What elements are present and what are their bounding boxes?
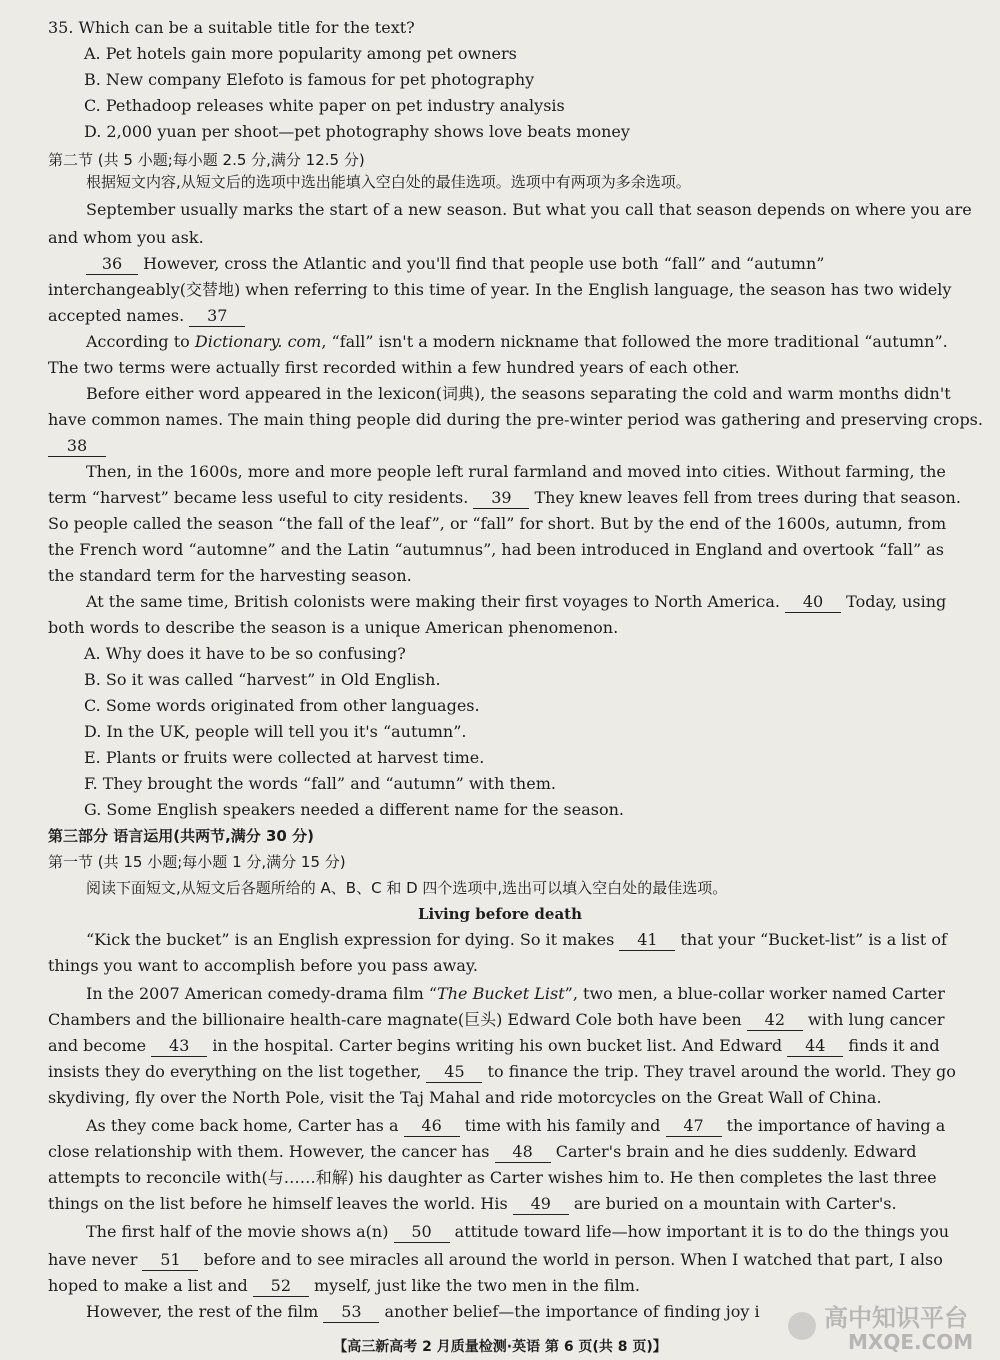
- blank-39: 39: [473, 488, 529, 509]
- passage-line: skydiving, fly over the North Pole, visit the Taj Mahal and ride motorcycles on the Great Wall of China.: [48, 1088, 882, 1107]
- passage-line: According to Dictionary. com, “fall” isn't a modern nickname that followed the more traditional “autumn”.: [86, 332, 948, 351]
- passage-line: close relationship with them. However, the cancer has 48 Carter's brain and he dies suddenly. Edward: [48, 1142, 917, 1161]
- blank-45: 45: [426, 1062, 482, 1083]
- blank-47: 47: [666, 1116, 722, 1137]
- blank-53: 53: [323, 1302, 379, 1323]
- section-2-option-e: E. Plants or fruits were collected at harvest time.: [84, 748, 485, 767]
- passage-line: both words to describe the season is a unique American phenomenon.: [48, 618, 619, 637]
- question-35-stem: 35. Which can be a suitable title for the text?: [48, 18, 415, 37]
- passage-line: However, the rest of the film 53 another belief—the importance of finding joy i: [86, 1302, 760, 1321]
- section-2-option-d: D. In the UK, people will tell you it's “autumn”.: [84, 722, 467, 741]
- passage-line: As they come back home, Carter has a 46 time with his family and 47 the importance of having a: [86, 1116, 946, 1135]
- blank-40: 40: [785, 592, 841, 613]
- blank-52: 52: [253, 1276, 309, 1297]
- q35-option-a: A. Pet hotels gain more popularity among pet owners: [84, 44, 517, 63]
- passage-line: Before either word appeared in the lexicon(词典), the seasons separating the cold and warm months didn't: [86, 384, 951, 403]
- blank-44: 44: [787, 1036, 843, 1057]
- passage-line: and become 43 in the hospital. Carter begins writing his own bucket list. And Edward 44 finds it and: [48, 1036, 940, 1055]
- passage-line: 36 However, cross the Atlantic and you'll find that people use both “fall” and “autumn”: [86, 254, 974, 275]
- section-2-option-f: F. They brought the words “fall” and “autumn” with them.: [84, 774, 556, 793]
- section-2-option-g: G. Some English speakers needed a different name for the season.: [84, 800, 624, 819]
- passage-title: Living before death: [417, 905, 583, 923]
- blank-46: 46: [404, 1116, 460, 1137]
- passage-line: September usually marks the start of a new season. But what you call that season depends on where you are: [86, 200, 972, 219]
- blank-42: 42: [747, 1010, 803, 1031]
- part-3-section-1-header: 第一节 (共 15 小题;每小题 1 分,满分 15 分): [48, 853, 346, 871]
- section-2-header: 第二节 (共 5 小题;每小题 2.5 分,满分 12.5 分): [48, 151, 365, 169]
- section-2-option-a: A. Why does it have to be so confusing?: [84, 644, 406, 663]
- part-3-header: 第三部分 语言运用(共两节,满分 30 分): [48, 827, 314, 845]
- passage-line: interchangeably(交替地) when referring to this time of year. In the English language, the season has two widely: [48, 280, 952, 299]
- watermark-site: MXQE.COM: [848, 1330, 974, 1354]
- source-name: Dictionary. com: [194, 332, 322, 351]
- blank-43: 43: [151, 1036, 207, 1057]
- passage-line: and whom you ask.: [48, 228, 204, 247]
- blank-41: 41: [619, 930, 675, 951]
- film-title: The Bucket List: [437, 984, 565, 1003]
- q35-option-d: D. 2,000 yuan per shoot—pet photography shows love beats money: [84, 122, 630, 141]
- passage-line: accepted names. 37: [48, 306, 974, 327]
- passage-line: term “harvest” became less useful to city residents. 39 They knew leaves fell from trees during that season.: [48, 488, 961, 507]
- passage-line: hoped to make a list and 52 myself, just like the two men in the film.: [48, 1276, 640, 1295]
- blank-50: 50: [394, 1222, 450, 1243]
- passage-line: So people called the season “the fall of the leaf”, or “fall” for short. But by the end of the 1600s, autumn, from: [48, 514, 947, 533]
- passage-line: The first half of the movie shows a(n) 50 attitude toward life—how important it is to do the things you: [86, 1222, 950, 1241]
- passage-line: have common names. The main thing people did during the pre-winter period was gathering and preserving crops.: [48, 410, 983, 429]
- passage-line: The two terms were actually first recorded within a few hundred years of each other.: [48, 358, 740, 377]
- passage-line: Then, in the 1600s, more and more people left rural farmland and moved into cities. Without farming, the: [86, 462, 946, 481]
- page-footer: 【高三新高考 2 月质量检测·英语 第 6 页(共 8 页)】: [333, 1339, 667, 1355]
- blank-38: 38: [48, 436, 106, 457]
- blank-36: 36: [86, 254, 138, 275]
- watermark-text: 高中知识平台: [824, 1304, 968, 1332]
- passage-line: Chambers and the billionaire health-care magnate(巨头) Edward Cole both have been 42 with lung cancer: [48, 1010, 945, 1029]
- blank-49: 49: [513, 1194, 569, 1215]
- passage-line: have never 51 before and to see miracles all around the world in person. When I watched that part, I also: [48, 1250, 943, 1269]
- passage-line: attempts to reconcile with(与……和解) his daughter as Carter wishes him to. He then completes the last three: [48, 1168, 937, 1187]
- passage-line: things you want to accomplish before you pass away.: [48, 956, 478, 975]
- section-2-instruction: 根据短文内容,从短文后的选项中选出能填入空白处的最佳选项。选项中有两项为多余选项。: [86, 173, 691, 191]
- passage-line: things on the list before he himself leaves the world. His 49 are buried on a mountain with Carter's.: [48, 1194, 897, 1213]
- passage-line: the standard term for the harvesting season.: [48, 566, 412, 585]
- passage-line: the French word “automne” and the Latin “autumnus”, had been introduced in England and overtook “fall” as: [48, 540, 944, 559]
- passage-line: At the same time, British colonists were making their first voyages to North America. 40 Today, using: [86, 592, 947, 611]
- q35-option-c: C. Pethadoop releases white paper on pet industry analysis: [84, 96, 565, 115]
- passage-line: insists they do everything on the list together, 45 to finance the trip. They travel around the world. They go: [48, 1062, 956, 1081]
- section-2-option-c: C. Some words originated from other languages.: [84, 696, 480, 715]
- blank-48: 48: [495, 1142, 551, 1163]
- passage-line: [48, 436, 974, 457]
- q35-option-b: B. New company Elefoto is famous for pet photography: [84, 70, 535, 89]
- part-3-instruction: 阅读下面短文,从短文后各题所给的 A、B、C 和 D 四个选项中,选出可以填入空白处的最佳选项。: [86, 879, 728, 897]
- section-2-option-b: B. So it was called “harvest” in Old English.: [84, 670, 441, 689]
- passage-line: In the 2007 American comedy-drama film “The Bucket List”, two men, a blue-collar worker named Carter: [86, 984, 945, 1003]
- blank-37: 37: [189, 306, 245, 327]
- blank-51: 51: [142, 1250, 198, 1271]
- passage-line: “Kick the bucket” is an English expression for dying. So it makes 41 that your “Bucket-list” is a list of: [86, 930, 947, 949]
